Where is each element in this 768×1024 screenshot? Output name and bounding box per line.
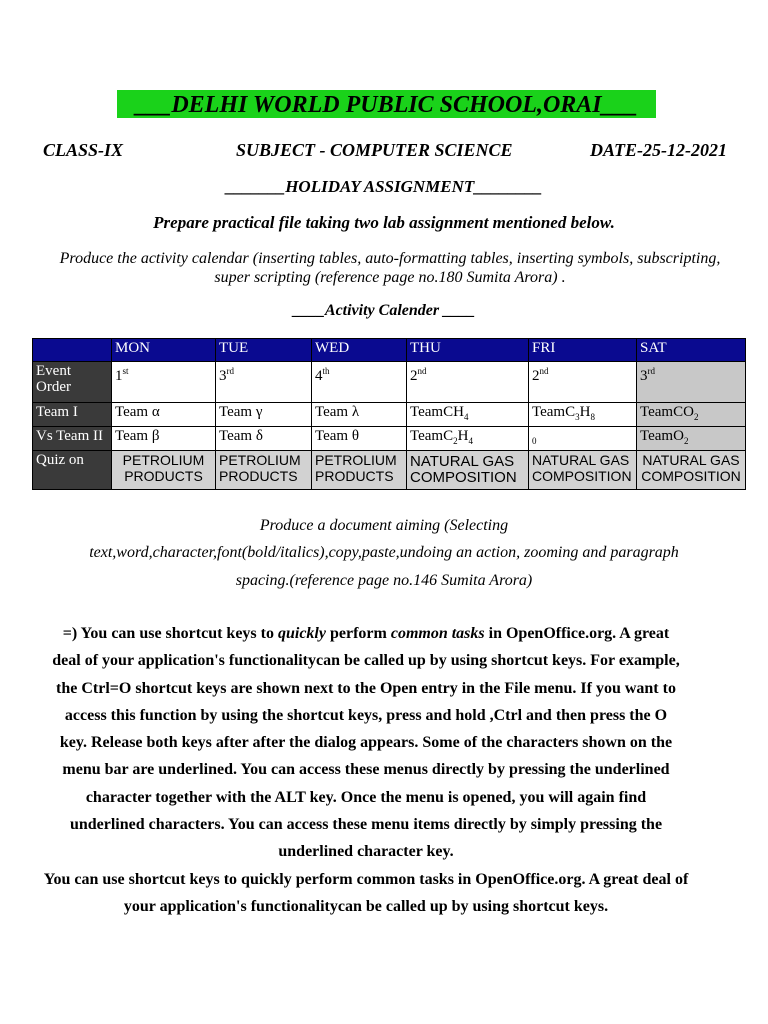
team-cell: $TeamC_3H_8$ bbox=[529, 403, 637, 427]
activity-calendar-table bbox=[32, 338, 746, 490]
event-order-row bbox=[33, 362, 746, 403]
task2-line: spacing.(reference page no.146 Sumita Arora) bbox=[235, 571, 533, 589]
day-header: SAT bbox=[637, 339, 746, 362]
day-header: FRI bbox=[529, 339, 637, 362]
event-order-cell: 1st bbox=[112, 362, 216, 403]
task2-text bbox=[40, 512, 728, 594]
event-order-cell: 4th bbox=[312, 362, 407, 403]
team-cell: TeamCO$_2$ bbox=[637, 403, 746, 427]
team-cell: Team γ bbox=[216, 403, 312, 427]
date-label: DATE-25-12-2021 bbox=[590, 140, 727, 160]
team-cell: TeamCH$_4$ bbox=[407, 403, 529, 427]
quiz-topic-cell: PETROLIUM PRODUCTS bbox=[112, 451, 216, 490]
day-header: TUE bbox=[216, 339, 312, 362]
instruction-text: Prepare practical file taking two lab assignment mentioned below. bbox=[153, 213, 615, 232]
event-order-cell: 3rd bbox=[637, 362, 746, 403]
event-order-cell: 2nd bbox=[529, 362, 637, 403]
shortcut-keys-text bbox=[43, 620, 689, 920]
day-header: THU bbox=[407, 339, 529, 362]
school-title: ___DELHI WORLD PUBLIC SCHOOL,ORAI___ bbox=[117, 90, 656, 118]
quiz-topic-cell: PETROLIUM PRODUCTS bbox=[216, 451, 312, 490]
row-label-quiz: Quiz on bbox=[33, 451, 112, 490]
team-cell: Team α bbox=[112, 403, 216, 427]
quiz-topic-cell: NATURAL GAS COMPOSITION bbox=[529, 451, 637, 490]
team2-row bbox=[33, 427, 746, 451]
row-label-team1: Team I bbox=[33, 403, 112, 427]
quiz-topic-cell: NATURAL GAS COMPOSITION bbox=[407, 451, 529, 490]
subject-label: SUBJECT - COMPUTER SCIENCE bbox=[236, 140, 513, 160]
event-order-cell: 2nd bbox=[407, 362, 529, 403]
team-cell: TeamO$_2$ bbox=[637, 427, 746, 451]
calendar-header-row bbox=[33, 339, 746, 362]
class-label: CLASS-IX bbox=[43, 140, 124, 160]
calendar-title: ____Activity Calender ____ bbox=[292, 302, 476, 319]
team1-row bbox=[33, 403, 746, 427]
task2-line: Produce a document aiming (Selecting bbox=[259, 517, 509, 534]
shortcut-paragraph-2: You can use shortcut keys to quickly perform common tasks in OpenOffice.org. A great deal of your application's functionalitycan be called up by using shortcut keys. bbox=[43, 870, 689, 915]
team-cell: $TeamC_2H_4$ bbox=[407, 427, 529, 451]
assignment-title: _______HOLIDAY ASSIGNMENT________ bbox=[225, 177, 543, 196]
quiz-row bbox=[33, 451, 746, 490]
day-header: MON bbox=[112, 339, 216, 362]
task1-text: Produce the activity calendar (inserting tables, auto-formatting tables, inserting symbols, subscripting, super scripting (reference page no.180 Sumita Arora) . bbox=[59, 250, 721, 286]
team-cell: Team λ bbox=[312, 403, 407, 427]
team-cell: Team δ bbox=[216, 427, 312, 451]
team-cell: Team β bbox=[112, 427, 216, 451]
corner-cell bbox=[33, 339, 112, 362]
team-cell: Team θ bbox=[312, 427, 407, 451]
quiz-topic-cell: NATURAL GAS COMPOSITION bbox=[637, 451, 746, 490]
row-label-team2: Vs Team II bbox=[33, 427, 112, 451]
team-cell: 0 bbox=[529, 427, 637, 451]
event-order-cell: 3rd bbox=[216, 362, 312, 403]
quiz-topic-cell: PETROLIUM PRODUCTS bbox=[312, 451, 407, 490]
task2-line: text,word,character,font(bold/italics),copy,paste,undoing an action, zooming and paragraph bbox=[89, 544, 679, 562]
row-label-event-order: Event Order bbox=[33, 362, 112, 403]
shortcut-paragraph-1: =) You can use shortcut keys to quickly perform common tasks in OpenOffice.org. A great deal of your application's functionalitycan be called up by using shortcut keys. For example, the Ctrl=O shortcut keys are shown next to the Open entry in the File menu. If you want to access this function by using the shortcut keys, press and hold ,Ctrl and then press the O key. Release both keys after after the dialog appears. Some of the characters shown on the menu bar are underlined. You can access these menus directly by pressing the underlined character together with the ALT key. Once the menu is opened, you will again find underlined characters. You can access these menu items directly by simply pressing the underlined character key. bbox=[52, 625, 680, 861]
day-header: WED bbox=[312, 339, 407, 362]
